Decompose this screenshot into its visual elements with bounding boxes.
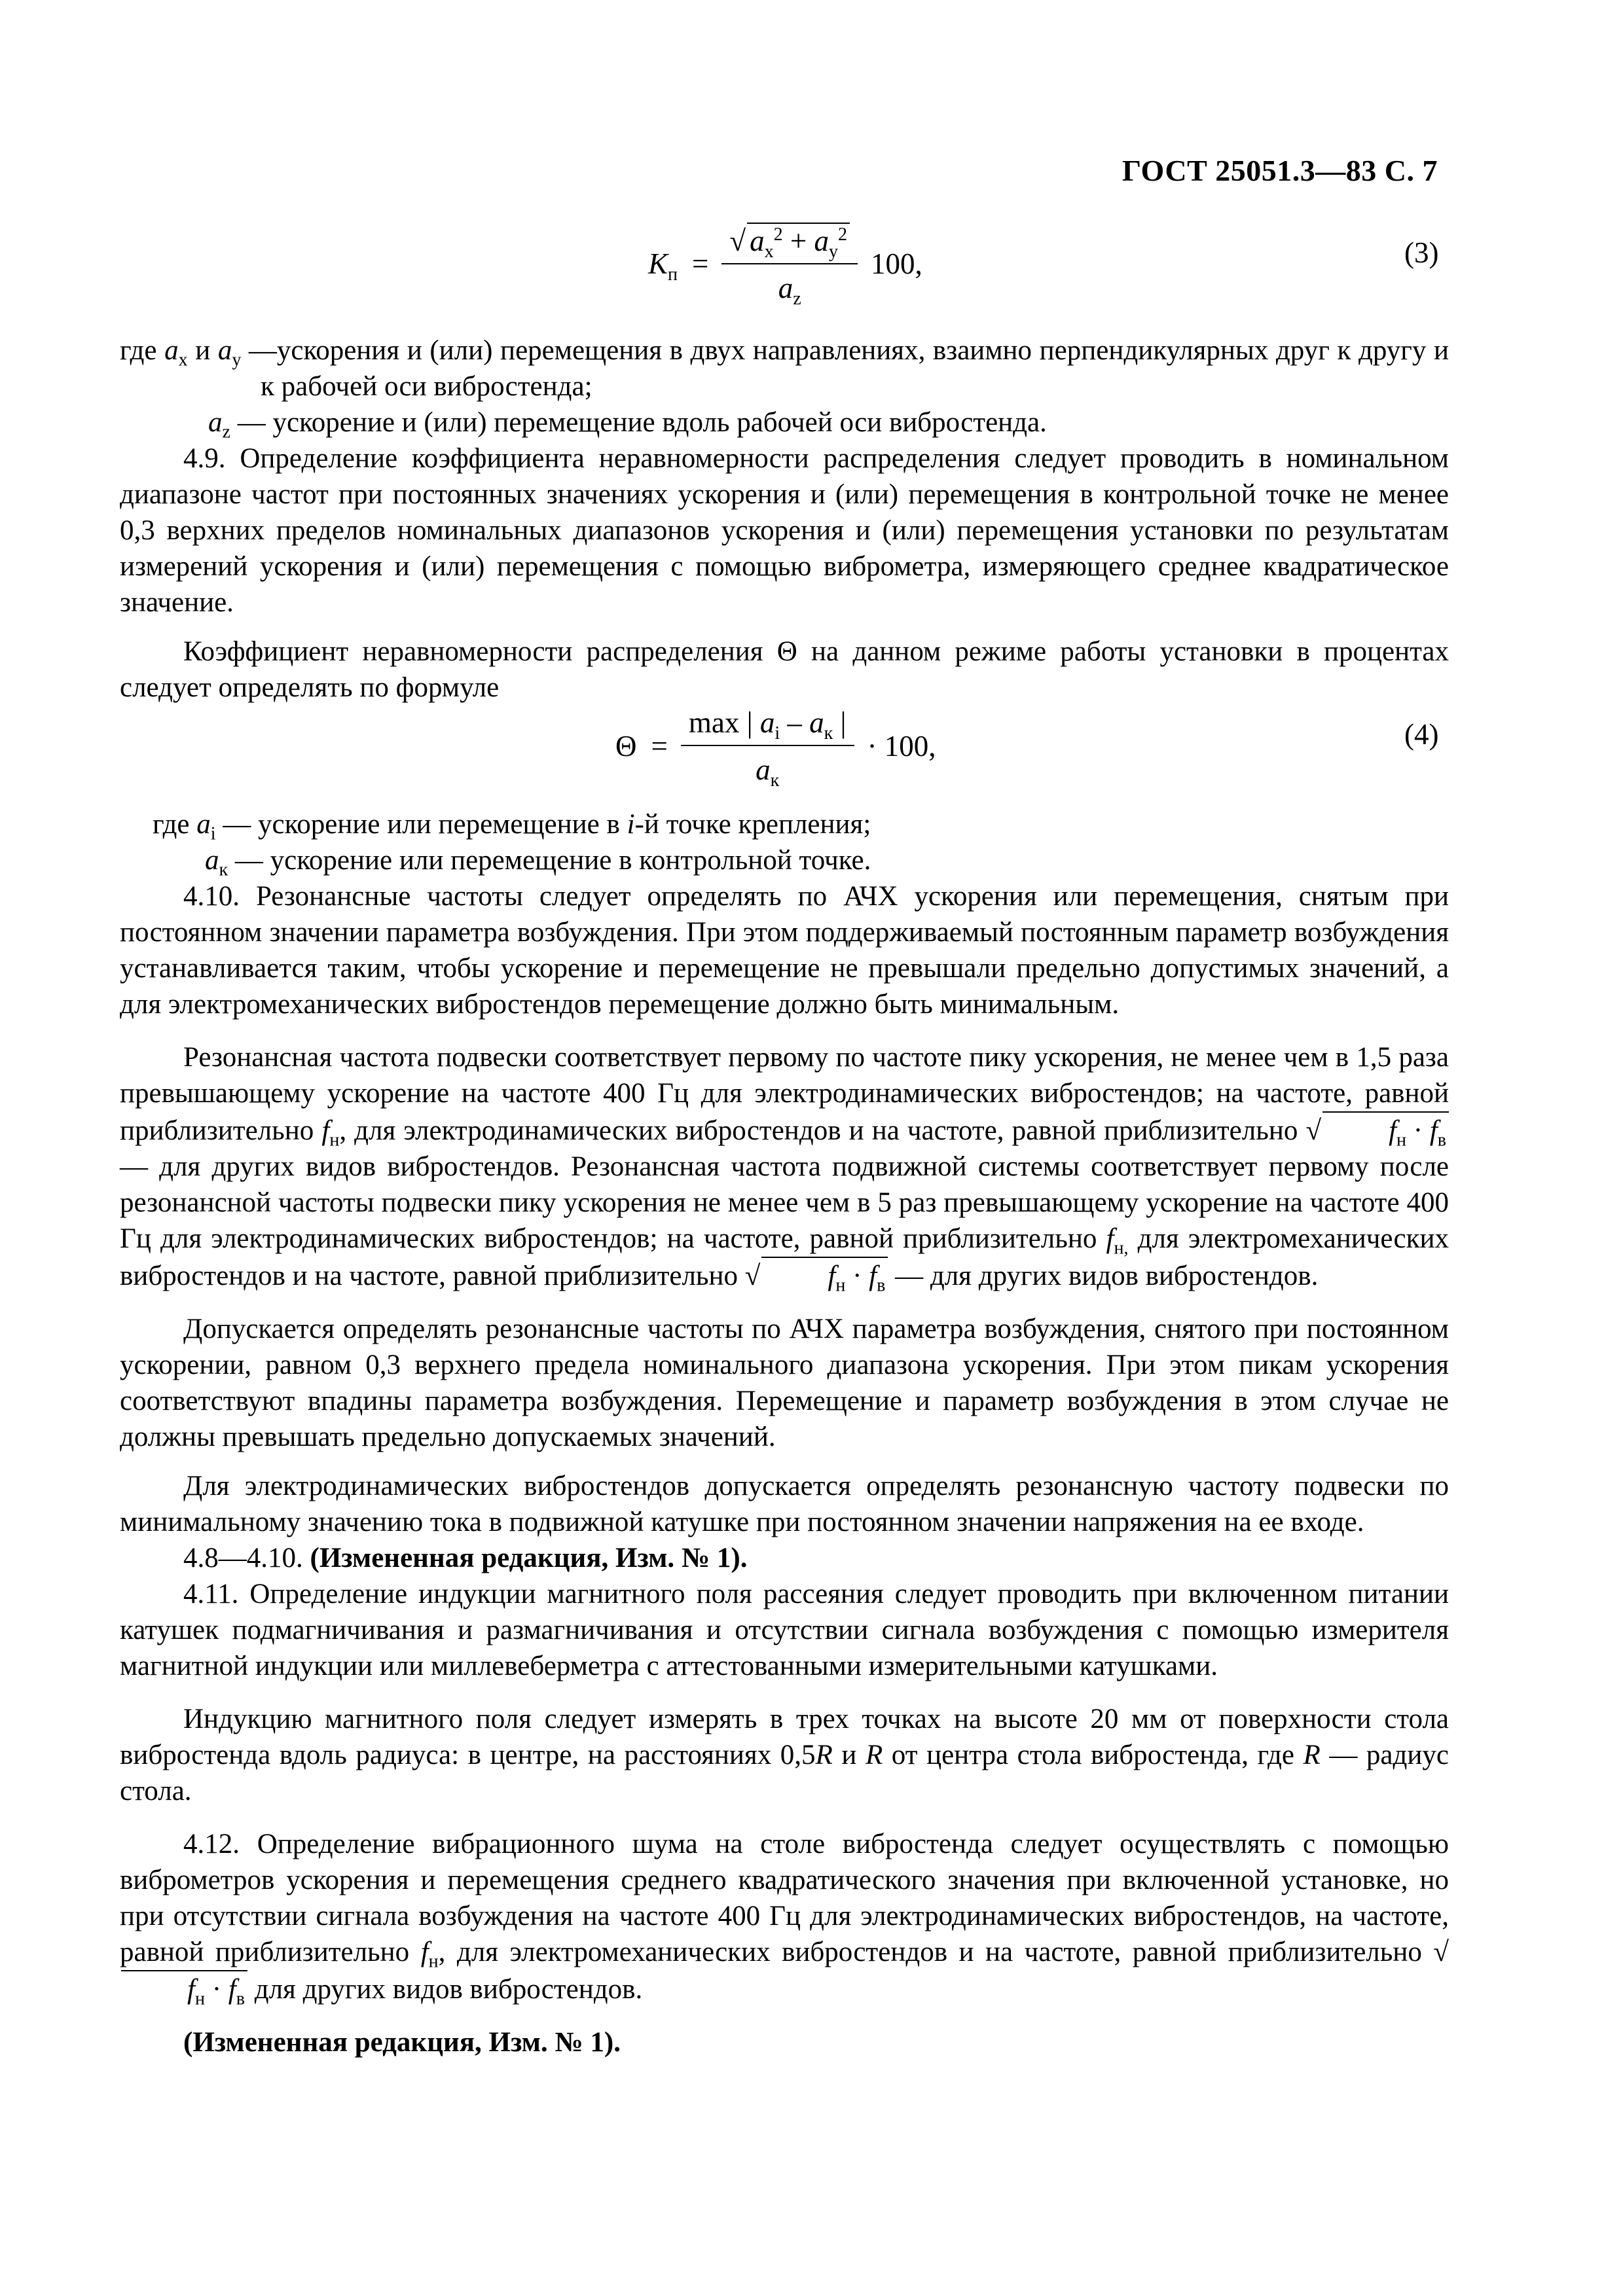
paragraph-4-11-induction: Индукцию магнитного поля следует измерять в трех точках на высоте 20 мм от поверхности стола вибростенда вдоль радиуса: в центре, на расстояниях 0,5R и R от центра стола вибростенда, где R — радиус стола. bbox=[120, 1704, 1449, 1806]
paragraph-4-9-formula-intro: Коэффициент неравномерности распределения Θ на данном режиме работы установки в процентах следует определять по формуле bbox=[120, 636, 1449, 703]
text-block-1 bbox=[120, 332, 1449, 706]
formula-3-lhs: $K_п$ bbox=[648, 247, 678, 285]
amendment-note-1: 4.8—4.10. (Измененная редакция, Изм. № 1). bbox=[183, 1543, 748, 1573]
paragraph-4-9: 4.9. Определение коэффициента неравномерности распределения следует проводить в номинальном диапазоне частот при постоянных значениях ускорения и (или) перемещения в контрольной точке не менее 0,3 верхних пределов номинальных диапазонов ускорения и (или) перемещения установки по результатам измерений ускорения и (или) перемещения с помощью виброметра, измеряющего среднее квадратическое значение. bbox=[120, 443, 1449, 618]
paragraph-4-11: 4.11. Определение индукции магнитного поля рассеяния следует проводить при включенном питании катушек подмагничивания и размагничивания и отсутствии сигнала возбуждения с помощью измерителя магнитной индукции или миллевеберметра с аттестованными измерительными катушками. bbox=[120, 1579, 1449, 1681]
text-block-2 bbox=[120, 806, 1449, 2060]
formula-3-number: (3) bbox=[1404, 236, 1439, 269]
paragraph-4-10-resonance: Резонансная частота подвески соответствует первому по частоте пику ускорения, не менее чем в 1,5 раза превышающему ускорение на частоте 400 Гц для электродинамических вибростендов; на частоте, равной приблизительно $f_н$, для электродинамических вибростендов и на частоте, равной приблизительно √ $f_н \cdot f_в$ — для других видов вибростендов. Резонансная частота подвижной системы соответствует первому после резонансной частоты подвески пику ускорения не менее чем в 5 раз превышающему ускорение на частоте 400 Гц для электродинамических вибростендов; на частоте, равной приблизительно $f_{н,}$ для электромеханических вибростендов и на частоте, равной приблизительно √ $f_н \cdot f_в$ — для других видов вибростендов. bbox=[120, 1042, 1449, 1296]
formula-4-tail: · 100, bbox=[867, 730, 936, 762]
amendment-note-2: (Измененная редакция, Изм. № 1). bbox=[183, 2027, 621, 2058]
paragraph-4-10: 4.10. Резонансные частоты следует определять по АЧХ ускорения или перемещения, снятым при постоянном значении параметра возбуждения. При этом поддерживаемый постоянным параметр возбуждения устанавливается таким, чтобы ускорение и перемещение не превышали предельно допустимых значений, а для электромеханических вибростендов перемещение должно быть минимальным. bbox=[120, 881, 1449, 1020]
defs-3-line-1: где $a_x$ и $a_y$ —ускорения и (или) перемещения в двух направлениях, взаимно перпендикулярных друг к другу и к рабочей оси вибростенда; bbox=[120, 335, 1450, 402]
paragraph-4-10-electrodynamic: Для электродинамических вибростендов допускается определять резонансную частоту подвески по минимальному значению тока в подвижной катушке при постоянном значении напряжения на ее входе. bbox=[120, 1471, 1449, 1537]
formula-4-number: (4) bbox=[1404, 718, 1439, 751]
formula-4-denominator: $a_к$ bbox=[756, 753, 780, 791]
paragraph-4-12: 4.12. Определение вибрационного шума на столе вибростенда следует осуществлять с помощью виброметров ускорения и перемещения среднего квадратического значения при включенной установке, но при отсутствии сигнала возбуждения на частоте 400 Гц для электродинамических вибростендов, на частоте, равной приблизительно $f_н$, для электромеханических вибростендов и на частоте, равной приблизительно $√f_н \cdot f_в$ для других видов вибростендов. bbox=[120, 1829, 1449, 2009]
defs-4-line-2: $a_к$ — ускорение или перемещение в контрольной точке. bbox=[205, 845, 871, 880]
page-header: ГОСТ 25051.3—83 С. 7 bbox=[1122, 154, 1438, 187]
formula-3-equals: = bbox=[692, 247, 709, 280]
formula-4-equals: = bbox=[651, 730, 668, 762]
formula-3-fraction bbox=[721, 223, 858, 309]
defs-4-line-1: где $a_i$ — ускорение или перемещение в i-й точке крепления; bbox=[153, 809, 871, 844]
formula-3 bbox=[648, 223, 922, 309]
formula-4-fraction bbox=[681, 706, 854, 791]
formula-3-numerator: √ $a_x^2 + a_y^2$ bbox=[721, 223, 858, 264]
formula-4-numerator: max | $a_i - a_к$ | bbox=[681, 706, 854, 746]
formula-3-denominator: $a_z$ bbox=[778, 272, 801, 309]
defs-3-line-2: $a_z$ — ускорение и (или) перемещение вдоль рабочей оси вибростенда. bbox=[208, 407, 1047, 442]
paragraph-4-10-allowed: Допускается определять резонансные частоты по АЧХ параметра возбуждения, снятого при постоянном ускорении, равном 0,3 верхнего предела номинального диапазона ускорения. При этом пикам ускорения соответствуют впадины параметра возбуждения. Перемещение и параметр возбуждения в этом случае не должны превышать предельно допускаемых значений. bbox=[120, 1314, 1449, 1452]
formula-4-lhs: Θ bbox=[615, 730, 637, 762]
formula-4 bbox=[615, 706, 936, 791]
formula-3-tail: 100, bbox=[870, 247, 922, 280]
